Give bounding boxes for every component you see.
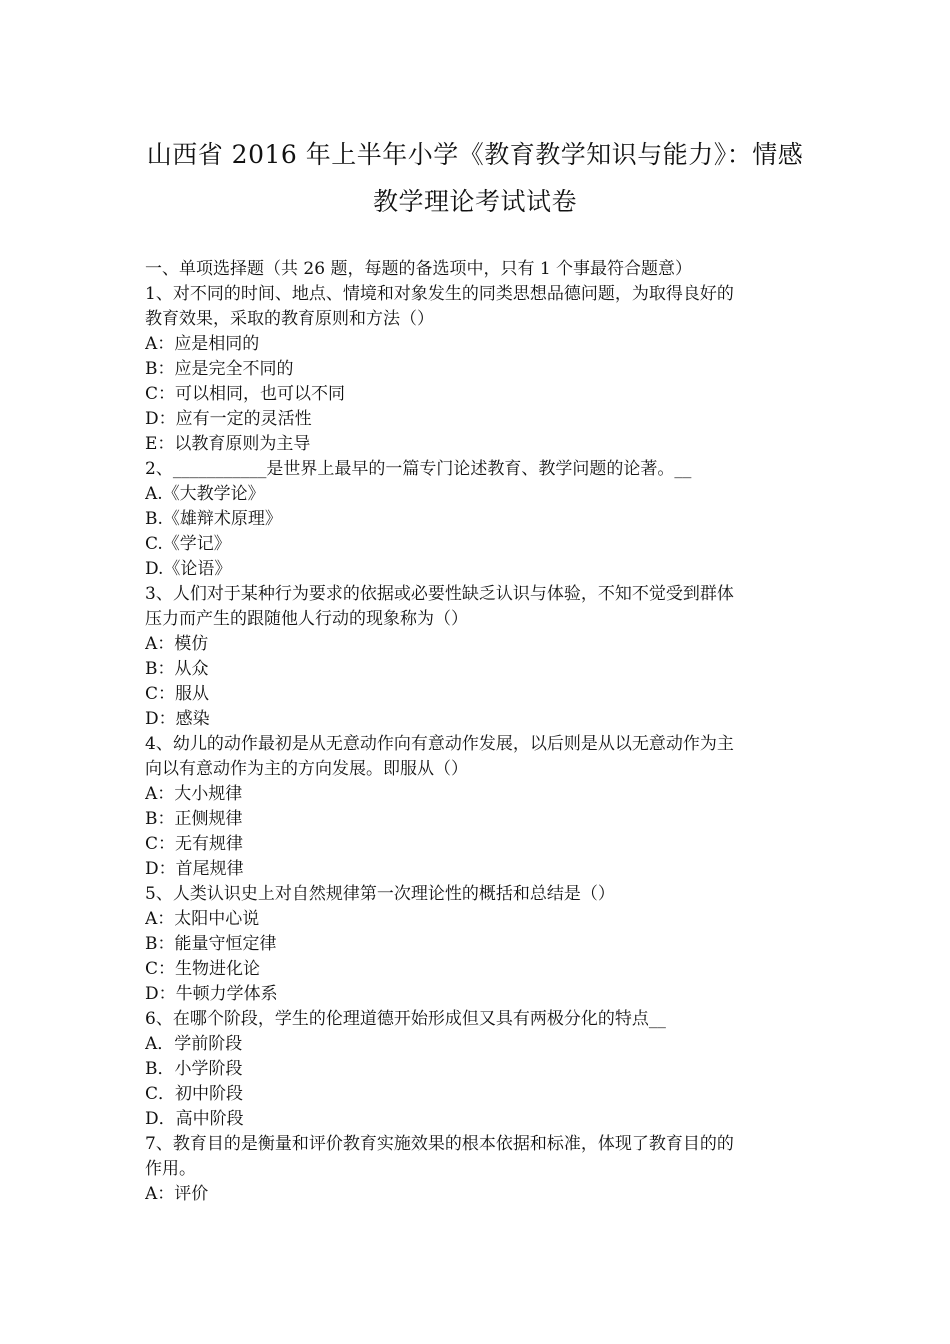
text-line: 教育效果，采取的教育原则和方法（） [145, 309, 434, 329]
text-line: A：应是相同的 [145, 334, 260, 354]
text-line: 作用。 [145, 1159, 196, 1179]
text-line: 一、单项选择题（共 26 题，每题的备选项中，只有 1 个事最符合题意） [145, 259, 693, 279]
text-line: D：应有一定的灵活性 [145, 409, 312, 429]
document-title-line-1: 山西省 2016 年上半年小学《教育教学知识与能力》：情感 [146, 140, 804, 169]
text-line: 向以有意动作为主的方向发展。即服从（） [145, 759, 468, 779]
text-line: A：太阳中心说 [145, 909, 260, 929]
text-line: D．高中阶段 [145, 1109, 244, 1129]
text-line: A.《大教学论》 [145, 484, 265, 504]
text-line: B.《雄辩术原理》 [145, 509, 282, 529]
text-line: B：能量守恒定律 [145, 934, 277, 954]
text-line: 3、人们对于某种行为要求的依据或必要性缺乏认识与体验，不知不觉受到群体 [145, 584, 734, 604]
text-line: C.《学记》 [145, 534, 231, 554]
text-line: 5、人类认识史上对自然规律第一次理论性的概括和总结是（） [145, 884, 615, 904]
text-line: A．学前阶段 [145, 1034, 243, 1054]
text-line: D：感染 [145, 709, 210, 729]
text-line: C：生物进化论 [145, 959, 261, 979]
text-line: E：以教育原则为主导 [145, 434, 311, 454]
text-line: C：服从 [145, 684, 210, 704]
text-line: 7、教育目的是衡量和评价教育实施效果的根本依据和标准，体现了教育目的的 [145, 1134, 734, 1154]
text-line: 2、___________是世界上最早的一篇专门论述教育、教学问题的论著。__ [145, 459, 692, 479]
text-line: C：可以相同，也可以不同 [145, 384, 346, 404]
text-line: B．小学阶段 [145, 1059, 243, 1079]
text-line: B：正侧规律 [145, 809, 243, 829]
text-line: B：从众 [145, 659, 209, 679]
text-line: A：评价 [145, 1184, 209, 1204]
text-line: C：无有规律 [145, 834, 244, 854]
document-body [145, 257, 815, 1207]
text-line: D.《论语》 [145, 559, 232, 579]
text-line: B：应是完全不同的 [145, 359, 294, 379]
text-line: D：牛顿力学体系 [145, 984, 278, 1004]
text-line: C．初中阶段 [145, 1084, 244, 1104]
text-line: 4、幼儿的动作最初是从无意动作向有意动作发展，以后则是从以无意动作为主 [145, 734, 734, 754]
text-line: A：模仿 [145, 634, 209, 654]
text-line: D：首尾规律 [145, 859, 244, 879]
text-line: 压力而产生的跟随他人行动的现象称为（） [145, 609, 468, 629]
text-line: A：大小规律 [145, 784, 243, 804]
text-line: 1、对不同的时间、地点、情境和对象发生的同类思想品德问题，为取得良好的 [145, 284, 734, 304]
text-line: 6、在哪个阶段，学生的伦理道德开始形成但又具有两极分化的特点__ [145, 1009, 666, 1029]
document-title-line-2: 教学理论考试试卷 [372, 187, 577, 216]
